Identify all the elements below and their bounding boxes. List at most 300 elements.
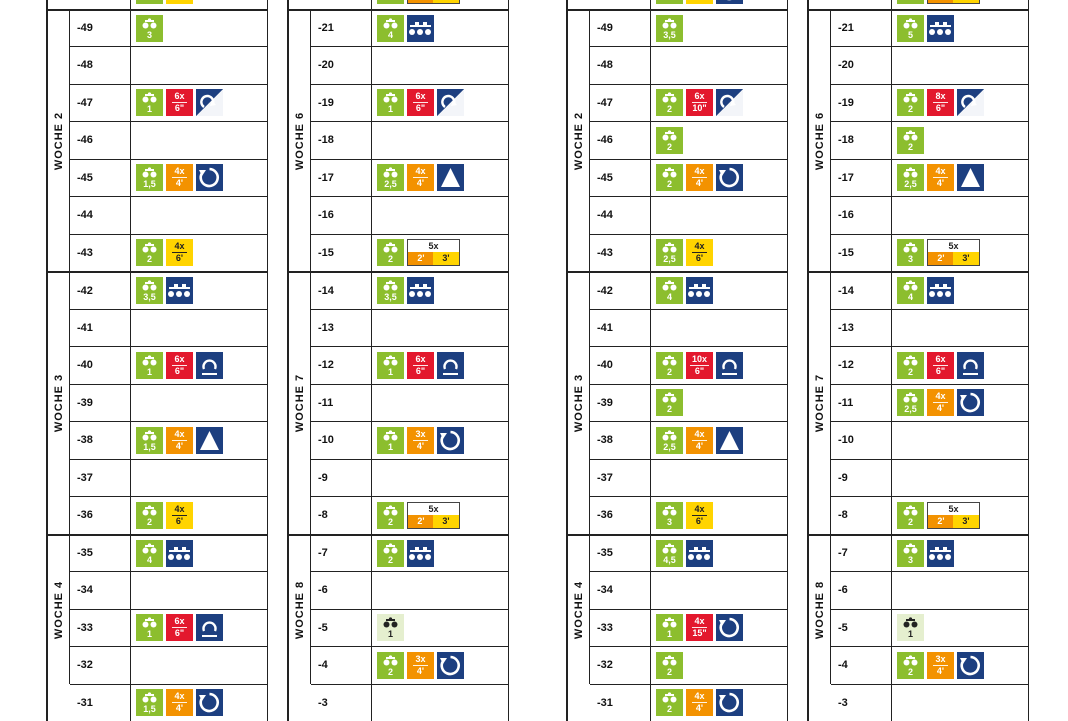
interval-badge — [686, 689, 713, 716]
bike-duration-icon — [136, 689, 163, 716]
bike-duration-label: 2,5 — [377, 180, 404, 189]
interval-reps: 4x — [692, 167, 706, 178]
interval-badge — [166, 502, 193, 529]
day-row — [590, 346, 788, 384]
loop-underline-icon — [957, 352, 984, 379]
interval-badge — [686, 614, 713, 641]
day-row — [70, 46, 268, 84]
day-number: -39 — [70, 385, 131, 422]
workout-icons — [377, 647, 464, 684]
loop-underline-icon — [196, 614, 223, 641]
bike-duration-icon — [136, 164, 163, 191]
interval-reps: 6x — [413, 355, 427, 366]
day-row — [590, 0, 788, 9]
interval-duration: 6" — [416, 103, 425, 113]
interval-reps: 4x — [692, 505, 706, 516]
day-number: -5 — [831, 610, 892, 647]
day-number: -42 — [70, 273, 131, 309]
workout-icons — [656, 610, 743, 647]
day-number: -35 — [70, 536, 131, 572]
bike-duration-label: 1 — [897, 630, 924, 639]
day-row — [311, 46, 509, 84]
day-row — [311, 534, 509, 572]
plan-table — [807, 0, 1029, 721]
bike-duration-label: 4 — [656, 293, 683, 302]
bike-duration-icon — [377, 614, 404, 641]
bike-duration-icon — [377, 427, 404, 454]
bike-duration-label: 3,5 — [377, 293, 404, 302]
bike-duration-label: 2 — [656, 668, 683, 677]
group-ride-icon — [927, 277, 954, 304]
workout-icons — [897, 347, 984, 384]
bike-duration-icon — [897, 0, 924, 4]
workout-icons — [136, 160, 223, 197]
day-number: -36 — [590, 497, 651, 534]
bike-duration-label: 2,5 — [897, 180, 924, 189]
bike-duration-label: 1 — [377, 105, 404, 114]
workout-icons — [656, 536, 713, 572]
split-duration-b — [953, 0, 979, 3]
day-number — [70, 0, 131, 9]
interval-reps: 4x — [692, 430, 706, 441]
day-number: -42 — [590, 273, 651, 309]
interval-reps: 3x — [933, 655, 947, 666]
interval-badge — [686, 0, 713, 4]
week-label — [809, 9, 831, 272]
day-row — [831, 196, 1029, 234]
bike-duration-label: 1 — [136, 630, 163, 639]
day-number: -43 — [70, 235, 131, 272]
day-row — [311, 271, 509, 309]
bike-duration-icon — [656, 0, 683, 4]
interval-badge — [927, 352, 954, 379]
mountain-icon — [437, 164, 464, 191]
bike-duration-icon — [656, 89, 683, 116]
day-row — [590, 496, 788, 534]
day-row — [70, 9, 268, 47]
interval-badge — [166, 427, 193, 454]
split-duration-b — [433, 0, 459, 3]
day-number: -13 — [311, 310, 372, 347]
bike-duration-icon — [656, 502, 683, 529]
interval-reps: 4x — [413, 167, 427, 178]
bike-duration-icon — [656, 277, 683, 304]
interval-badge — [686, 502, 713, 529]
day-number: -45 — [70, 160, 131, 197]
day-row — [311, 684, 509, 721]
loop-diag-icon — [716, 89, 743, 116]
split-interval-badge — [407, 502, 460, 529]
day-number: -19 — [311, 85, 372, 122]
bike-duration-label: 5 — [897, 31, 924, 40]
day-row — [70, 609, 268, 647]
day-number: -44 — [590, 197, 651, 234]
interval-duration: 4' — [176, 703, 183, 713]
day-number: -6 — [311, 572, 372, 609]
day-number: -17 — [831, 160, 892, 197]
day-row — [70, 646, 268, 684]
group-ride-icon — [407, 540, 434, 567]
week-label — [809, 271, 831, 534]
interval-reps: 6x — [172, 92, 186, 103]
day-number: -48 — [590, 47, 651, 84]
day-number: -12 — [831, 347, 892, 384]
workout-icons — [897, 0, 980, 9]
bike-duration-label: 2 — [656, 705, 683, 714]
bike-duration-icon — [897, 502, 924, 529]
day-number: -20 — [311, 47, 372, 84]
workout-icons — [377, 11, 434, 47]
interval-badge — [166, 89, 193, 116]
interval-badge — [927, 652, 954, 679]
day-number: -5 — [311, 610, 372, 647]
bike-duration-icon — [897, 389, 924, 416]
interval-duration: 4' — [696, 703, 703, 713]
loop-underline-icon — [196, 352, 223, 379]
split-duration-a — [408, 0, 434, 3]
interval-duration: 6" — [936, 366, 945, 376]
day-number: -49 — [70, 11, 131, 47]
week-label-text: WOCHE 2 — [53, 112, 65, 170]
day-row — [831, 609, 1029, 647]
day-number: -46 — [590, 122, 651, 159]
day-number: -43 — [590, 235, 651, 272]
day-row — [70, 121, 268, 159]
day-number: -10 — [311, 422, 372, 459]
day-row — [831, 46, 1029, 84]
group-ride-icon — [407, 277, 434, 304]
split-interval-badge — [407, 0, 460, 4]
interval-badge — [166, 614, 193, 641]
interval-reps: 4x — [172, 167, 186, 178]
split-duration-b: 3' — [433, 252, 459, 265]
workout-icons — [377, 160, 464, 197]
workout-icons — [897, 497, 980, 534]
day-row — [831, 0, 1029, 9]
loop-arrow-icon — [716, 0, 743, 4]
split-reps: 5x — [408, 240, 459, 253]
interval-duration: 6" — [175, 366, 184, 376]
bike-duration-label: 2 — [136, 255, 163, 264]
workout-icons — [897, 11, 954, 47]
workout-icons — [897, 647, 984, 684]
day-row — [590, 571, 788, 609]
interval-reps: 6x — [413, 92, 427, 103]
loop-underline-icon — [437, 352, 464, 379]
bike-duration-label: 2 — [377, 518, 404, 527]
interval-badge — [927, 389, 954, 416]
group-ride-icon — [927, 15, 954, 42]
day-number: -9 — [311, 460, 372, 497]
loop-arrow-icon — [957, 389, 984, 416]
day-row — [590, 609, 788, 647]
interval-reps: 4x — [172, 430, 186, 441]
bike-duration-icon — [897, 15, 924, 42]
week-label-text: WOCHE 6 — [814, 112, 826, 170]
bike-duration-label: 4,5 — [656, 556, 683, 565]
workout-icons — [136, 11, 163, 47]
loop-underline-icon — [716, 352, 743, 379]
group-ride-icon — [166, 277, 193, 304]
bike-duration-icon — [656, 540, 683, 567]
workout-icons — [656, 11, 683, 47]
bike-duration-label — [377, 0, 404, 2]
day-row — [311, 121, 509, 159]
week-label — [289, 9, 311, 272]
bike-duration-icon — [656, 164, 683, 191]
day-row — [831, 459, 1029, 497]
bike-duration-icon — [656, 614, 683, 641]
day-row — [311, 459, 509, 497]
day-number: -18 — [311, 122, 372, 159]
bike-duration-icon — [656, 389, 683, 416]
day-row — [590, 84, 788, 122]
bike-duration-label: 3 — [136, 31, 163, 40]
bike-duration-icon — [897, 614, 924, 641]
workout-icons — [897, 160, 984, 197]
day-number — [311, 0, 372, 9]
loop-arrow-icon — [716, 164, 743, 191]
day-row — [311, 309, 509, 347]
day-number: -14 — [831, 273, 892, 309]
day-number: -41 — [590, 310, 651, 347]
day-row — [590, 234, 788, 272]
day-row — [831, 309, 1029, 347]
bike-duration-icon — [377, 89, 404, 116]
day-number: -33 — [70, 610, 131, 647]
day-row — [70, 234, 268, 272]
interval-reps: 4x — [172, 505, 186, 516]
day-number: -16 — [831, 197, 892, 234]
day-row — [590, 271, 788, 309]
workout-icons — [656, 235, 713, 272]
day-number: -15 — [311, 235, 372, 272]
day-row — [590, 421, 788, 459]
interval-duration: 10" — [692, 103, 706, 113]
split-reps: 5x — [928, 240, 979, 253]
split-duration-b: 3' — [953, 515, 979, 528]
bike-duration-label — [656, 0, 683, 2]
bike-duration-icon — [656, 352, 683, 379]
interval-duration: 6" — [175, 103, 184, 113]
interval-reps: 6x — [172, 617, 186, 628]
day-row — [70, 684, 268, 721]
day-number: -44 — [70, 197, 131, 234]
day-number: -11 — [831, 385, 892, 422]
day-number: -3 — [831, 685, 892, 721]
interval-badge — [407, 652, 434, 679]
day-number: -39 — [590, 385, 651, 422]
bike-duration-label: 3 — [897, 255, 924, 264]
bike-duration-icon — [136, 540, 163, 567]
bike-duration-icon — [897, 277, 924, 304]
loop-arrow-icon — [196, 164, 223, 191]
day-row — [70, 346, 268, 384]
week-label-text: WOCHE 3 — [53, 374, 65, 432]
day-row — [831, 684, 1029, 721]
split-duration-a: 2' — [408, 515, 434, 528]
day-number: -31 — [590, 685, 651, 721]
day-row — [311, 346, 509, 384]
day-number: -46 — [70, 122, 131, 159]
bike-duration-label: 1 — [136, 105, 163, 114]
week-label — [809, 534, 831, 684]
day-row — [70, 459, 268, 497]
bike-duration-icon — [136, 0, 163, 4]
interval-duration: 6" — [936, 103, 945, 113]
bike-duration-label: 1 — [656, 630, 683, 639]
bike-duration-label: 2,5 — [656, 255, 683, 264]
day-row — [831, 496, 1029, 534]
loop-arrow-icon — [196, 689, 223, 716]
bike-duration-icon — [897, 652, 924, 679]
week-label-text: WOCHE 7 — [294, 374, 306, 432]
day-row — [70, 84, 268, 122]
bike-duration-icon — [897, 89, 924, 116]
bike-duration-icon — [377, 0, 404, 4]
day-row — [590, 121, 788, 159]
week-label-text: WOCHE 4 — [53, 580, 65, 638]
day-row — [590, 534, 788, 572]
bike-duration-label: 4 — [897, 293, 924, 302]
bike-duration-icon — [377, 652, 404, 679]
day-number: -15 — [831, 235, 892, 272]
split-reps: 5x — [928, 503, 979, 516]
day-row — [590, 646, 788, 684]
interval-reps: 3x — [413, 655, 427, 666]
interval-reps: 6x — [172, 355, 186, 366]
interval-duration: 6" — [695, 366, 704, 376]
day-number: -40 — [70, 347, 131, 384]
bike-duration-label: 2 — [377, 556, 404, 565]
day-number: -10 — [831, 422, 892, 459]
day-number: -12 — [311, 347, 372, 384]
plan-table — [566, 0, 788, 721]
workout-icons — [136, 273, 193, 309]
workout-icons — [656, 0, 743, 9]
bike-duration-label: 2 — [656, 143, 683, 152]
interval-duration: 6' — [176, 253, 183, 263]
day-number: -20 — [831, 47, 892, 84]
bike-duration-icon — [136, 239, 163, 266]
interval-duration: 6' — [696, 516, 703, 526]
bike-duration-label: 1,5 — [136, 705, 163, 714]
bike-duration-icon — [377, 15, 404, 42]
bike-duration-label: 2,5 — [656, 443, 683, 452]
day-row — [590, 159, 788, 197]
workout-icons — [377, 235, 460, 272]
day-number — [831, 0, 892, 9]
interval-reps: 4x — [172, 242, 186, 253]
loop-arrow-icon — [957, 652, 984, 679]
day-number: -21 — [831, 11, 892, 47]
day-number: -37 — [590, 460, 651, 497]
interval-badge — [407, 427, 434, 454]
day-row — [590, 459, 788, 497]
bike-duration-icon — [136, 427, 163, 454]
day-row — [70, 384, 268, 422]
day-row — [831, 159, 1029, 197]
interval-badge — [166, 164, 193, 191]
day-row — [831, 571, 1029, 609]
interval-duration: 4' — [417, 666, 424, 676]
interval-reps: 4x — [933, 167, 947, 178]
split-interval-badge — [927, 239, 980, 266]
day-row — [831, 646, 1029, 684]
week-label — [48, 271, 70, 534]
bike-duration-icon — [377, 502, 404, 529]
day-row — [311, 159, 509, 197]
day-number: -32 — [70, 647, 131, 684]
day-number — [590, 0, 651, 9]
interval-duration: 4' — [696, 441, 703, 451]
day-number: -32 — [590, 647, 651, 684]
day-number: -9 — [831, 460, 892, 497]
bike-duration-icon — [136, 277, 163, 304]
workout-icons — [377, 347, 464, 384]
day-number: -18 — [831, 122, 892, 159]
day-number: -7 — [311, 536, 372, 572]
bike-duration-icon — [897, 540, 924, 567]
interval-reps: 10x — [690, 355, 709, 366]
day-number: -7 — [831, 536, 892, 572]
day-row — [831, 346, 1029, 384]
workout-icons — [897, 85, 984, 122]
day-row — [831, 84, 1029, 122]
bike-duration-label — [136, 0, 163, 2]
bike-duration-label: 1 — [136, 368, 163, 377]
bike-duration-label: 2 — [377, 668, 404, 677]
bike-duration-icon — [377, 239, 404, 266]
workout-icons — [897, 273, 954, 309]
day-number: -37 — [70, 460, 131, 497]
group-ride-icon — [166, 540, 193, 567]
day-number: -19 — [831, 85, 892, 122]
split-duration-b: 3' — [953, 252, 979, 265]
day-number: -33 — [590, 610, 651, 647]
workout-icons — [136, 536, 193, 572]
workout-icons — [377, 536, 434, 572]
interval-badge — [166, 352, 193, 379]
interval-reps: 6x — [692, 92, 706, 103]
day-row — [590, 46, 788, 84]
workout-icons — [656, 422, 743, 459]
workout-icons — [136, 85, 223, 122]
day-row — [311, 571, 509, 609]
day-number: -34 — [590, 572, 651, 609]
interval-reps: 6x — [933, 355, 947, 366]
bike-duration-label: 2,5 — [897, 405, 924, 414]
week-label — [568, 9, 590, 272]
interval-badge — [686, 89, 713, 116]
workout-icons — [897, 385, 984, 422]
bike-duration-label — [897, 0, 924, 2]
interval-reps: 3x — [413, 430, 427, 441]
interval-badge — [407, 352, 434, 379]
day-row — [311, 84, 509, 122]
workout-icons — [377, 422, 464, 459]
day-row — [311, 196, 509, 234]
bike-duration-icon — [897, 352, 924, 379]
bike-duration-icon — [656, 652, 683, 679]
bike-duration-label: 2 — [897, 368, 924, 377]
day-row — [831, 534, 1029, 572]
day-row — [311, 496, 509, 534]
day-number: -47 — [590, 85, 651, 122]
bike-duration-icon — [136, 614, 163, 641]
bike-duration-label: 1,5 — [136, 180, 163, 189]
interval-reps: 4x — [692, 692, 706, 703]
